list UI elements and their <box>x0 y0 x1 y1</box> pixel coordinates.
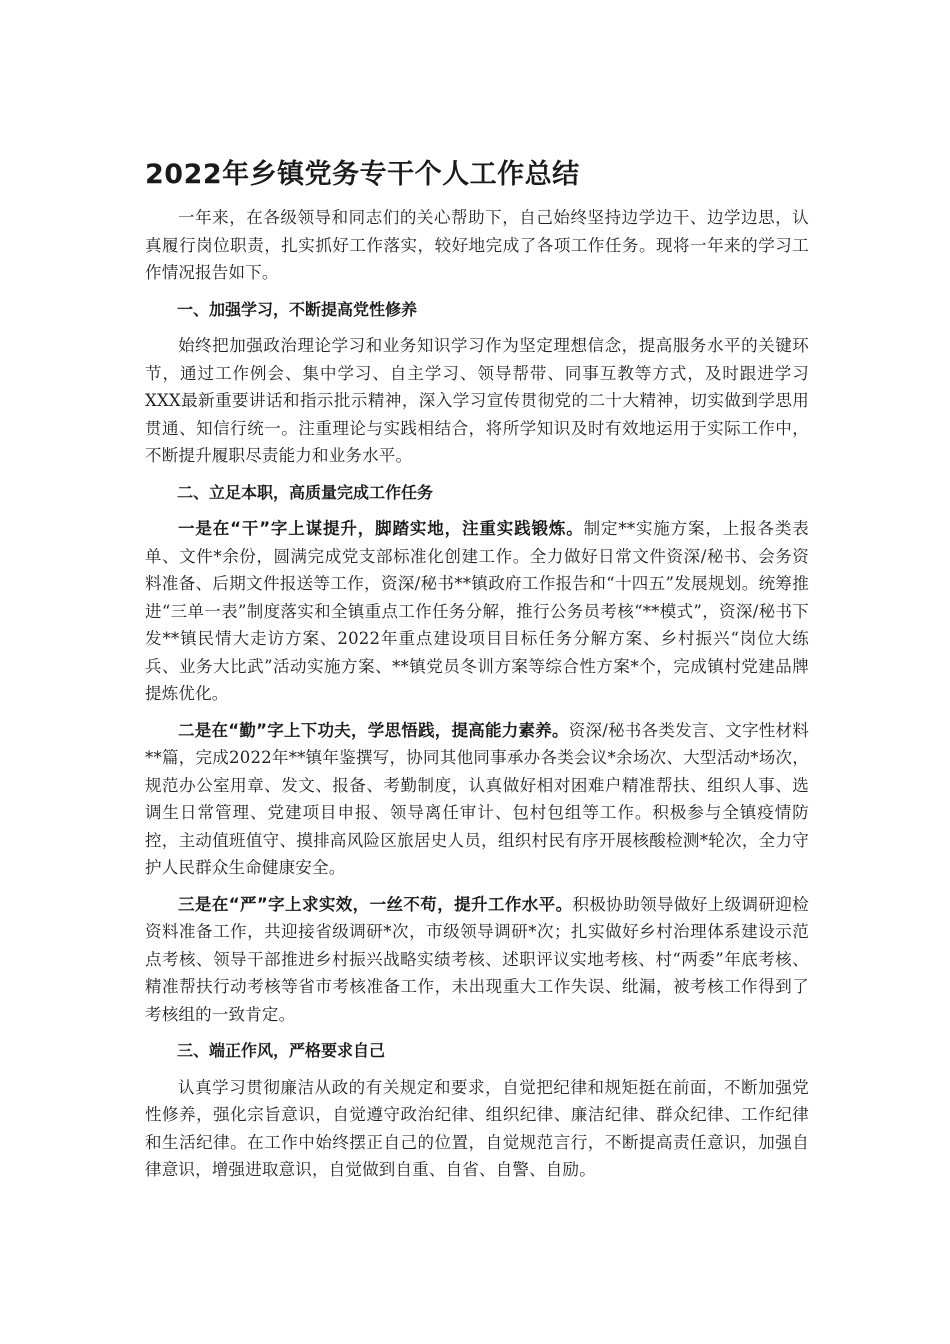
section-2-item-3 <box>145 891 809 1029</box>
section-2-item-3-lead: 三是在“严”字上求实效，一丝不苟，提升工作水平。 <box>178 894 573 914</box>
section-2-heading: 二、立足本职，高质量完成工作任务 <box>177 482 434 502</box>
intro-paragraph: 一年来，在各级领导和同志们的关心帮助下，自己始终坚持边学边干、边学边思，认真履行岗位职责，扎实抓好工作落实，较好地完成了各项工作任务。现将一年来的学习工作情况报告如下。 <box>145 208 809 282</box>
section-3-paragraph: 认真学习贯彻廉洁从政的有关规定和要求，自觉把纪律和规矩挺在前面，不断加强党性修养，强化宗旨意识，自觉遵守政治纪律、组织纪律、廉洁纪律、群众纪律、工作纪律和生活纪律。在工作中始终摆正自己的位置，自觉规范言行，不断提高责任意识，加强自律意识，增强进取意识，自觉做到自重、自省、自警、自励。 <box>145 1077 809 1179</box>
section-3-heading: 三、端正作风，严格要求自己 <box>177 1041 386 1060</box>
section-2-item-2-lead: 二是在“勤”字上下功夫，学思悟践，提高能力素养。 <box>178 720 569 740</box>
section-2-item-2 <box>145 717 809 882</box>
section-2-item-1-lead: 一是在“干”字上谋提升，脚踏实地，注重实践锻炼。 <box>178 519 584 538</box>
section-1-heading: 一、加强学习，不断提高党性修养 <box>177 299 418 319</box>
document-title: 2022年乡镇党务专干个人工作总结 <box>145 159 580 190</box>
section-1-paragraph: 始终把加强政治理论学习和业务知识学习作为坚定理想信念，提高服务水平的关键环节，通过工作例会、集中学习、自主学习、领导帮带、同事互教等方式，及时跟进学习XXX最新重要讲话和指示批示精神，深入学习宣传贯彻党的二十大精神，切实做到学思用贯通、知信行统一。注重理论与实践相结合，将所学知识及时有效地运用于实际工作中，不断提升履职尽责能力和业务水平。 <box>145 336 809 465</box>
section-2-item-3-text: 积极协助领导做好上级调研迎检资料准备工作，共迎接省级调研*次，市级领导调研*次；扎实做好乡村治理体系建设示范点考核、领导干部推进乡村振兴战略实绩考核、述职评议实地考核、村“两委”年底考核、精准帮扶行动考核等省市考核准备工作，未出现重大工作失误、纰漏，被考核工作得到了考核组的一致肯定。 <box>145 894 809 1024</box>
section-2-item-1 <box>145 515 809 708</box>
document-page <box>145 148 809 1193</box>
section-2-item-1-text: 制定**实施方案，上报各类表单、文件*余份，圆满完成党支部标准化创建工作。全力做好日常文件资深/秘书、会务资料准备、后期文件报送等工作，资深/秘书**镇政府工作报告和“十四五”发展规划。统筹推进“三单一表”制度落实和全镇重点工作任务分解，推行公务员考核“**模式”，资深/秘书下发**镇民情大走访方案、2022年重点建设项目目标任务分解方案、乡村振兴“岗位大练兵、业务大比武”活动实施方案、**镇党员冬训方案等综合性方案*个，完成镇村党建品牌提炼优化。 <box>145 519 809 703</box>
section-2-item-2-text: 资深/秘书各类发言、文字性材料**篇，完成2022年**镇年鉴撰写，协同其他同事承办各类会议*余场次、大型活动*场次，规范办公室用章、发文、报备、考勤制度，认真做好相对困难户精准帮扶、组织人事、选调生日常管理、党建项目申报、领导离任审计、包村包组等工作。积极参与全镇疫情防控，主动值班值守、摸排高风险区旅居史人员，组织村民有序开展核酸检测*轮次，全力守护人民群众生命健康安全。 <box>145 720 809 877</box>
